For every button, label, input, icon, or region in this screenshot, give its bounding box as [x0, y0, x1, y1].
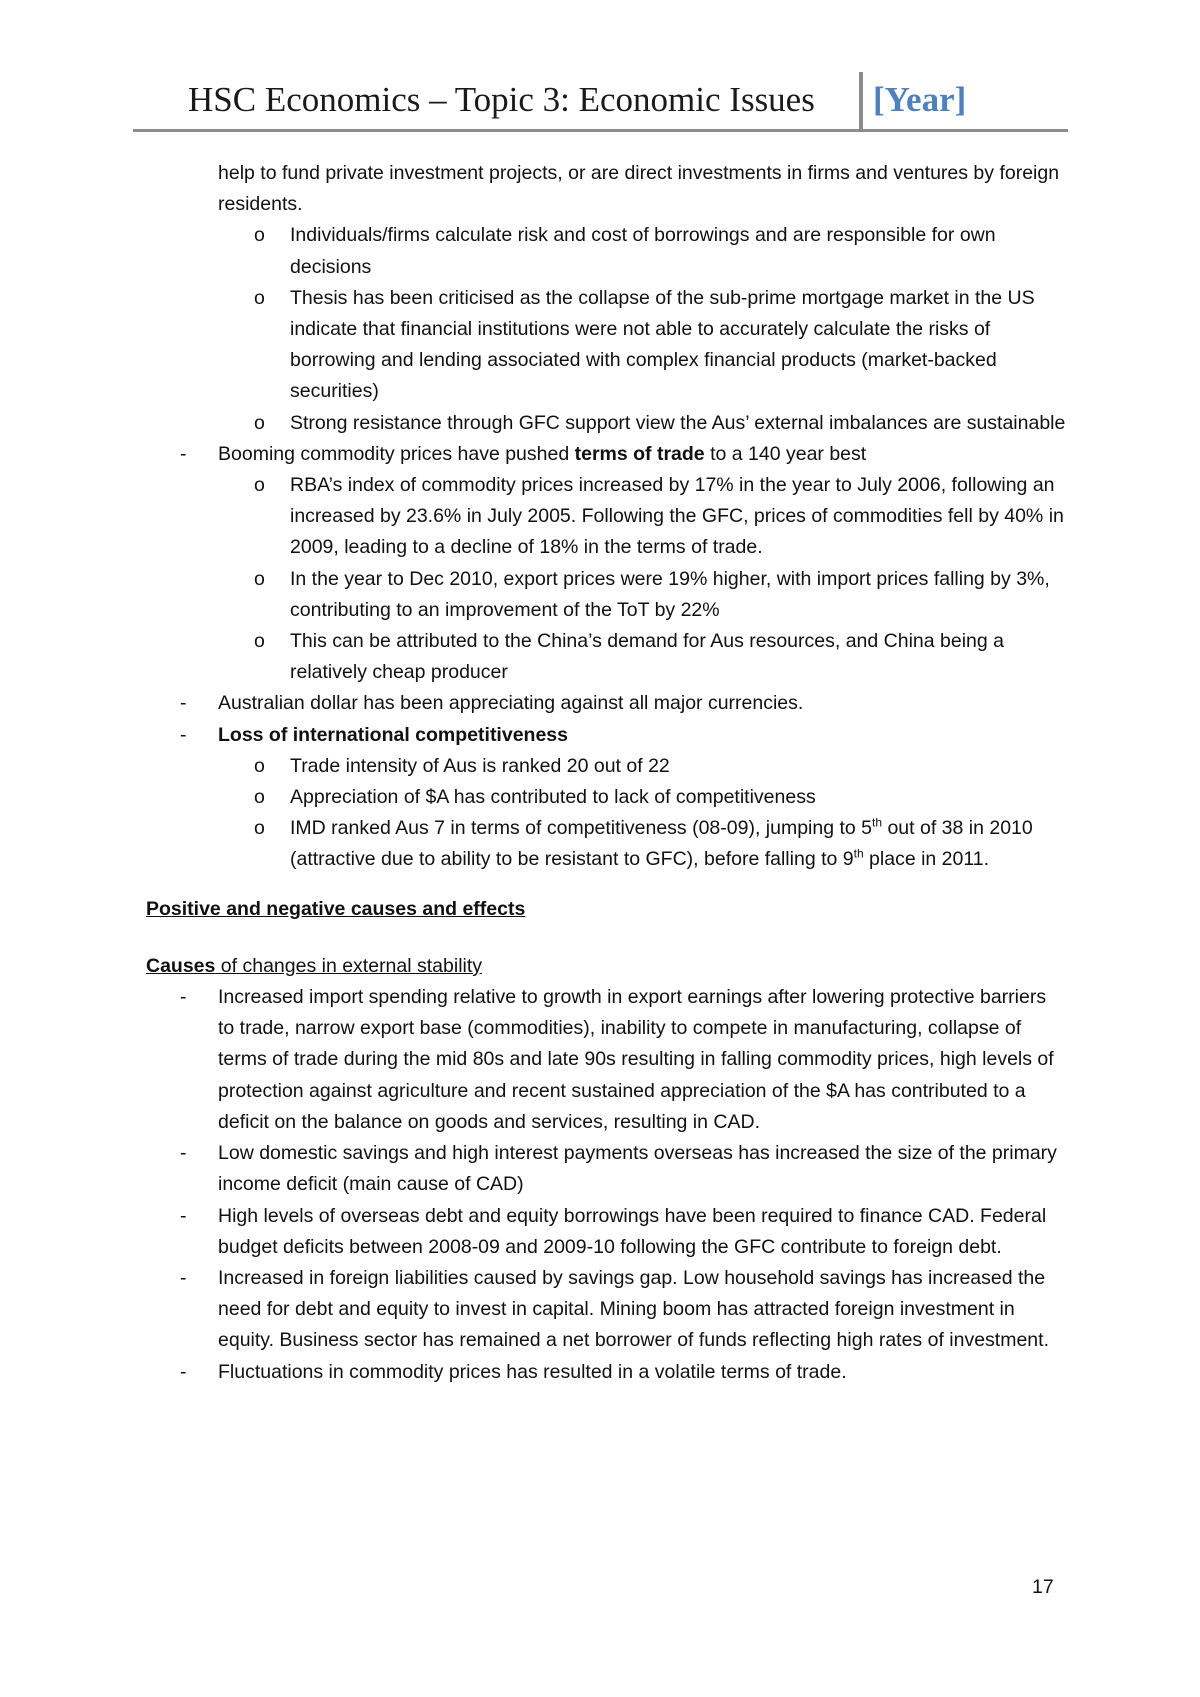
list-item-text: Individuals/firms calculate risk and cost of borrowings and are responsible for own decisions — [290, 224, 996, 278]
list-item-text: Trade intensity of Aus is ranked 20 out of 22 — [290, 754, 670, 777]
spacer — [146, 925, 1066, 951]
list-item-text: High levels of overseas debt and equity borrowings have been required to finance CAD. Federal budget deficits between 2008-09 and 2009-10 following the GFC contribute to foreign debt. — [218, 1204, 1047, 1258]
list-item — [146, 626, 1066, 688]
circle-bullet: o — [254, 754, 265, 777]
list-item-text: Low domestic savings and high interest payments overseas has increased the size of the primary income deficit (main cause of CAD) — [218, 1142, 1057, 1196]
tot-text-post: to a 140 year best — [704, 442, 867, 465]
circle-bullet: o — [254, 630, 265, 653]
page-number: 17 — [1032, 1576, 1054, 1598]
dash-bullet: - — [180, 723, 187, 746]
circle-bullet: o — [254, 817, 265, 840]
header-year: [Year] — [873, 80, 967, 119]
dash-bullet: - — [180, 1266, 187, 1289]
list-item — [146, 439, 1066, 470]
imd-text-b: out of 38 in 2010 (attractive due to ability to be resistant to GFC), before falling to 9 — [290, 817, 1033, 871]
document-body — [146, 158, 1066, 1388]
spacer — [146, 876, 1066, 894]
list-item — [146, 751, 1066, 782]
header-separator — [859, 72, 863, 130]
list-item — [146, 564, 1066, 626]
page-header — [133, 72, 1068, 132]
list-item-text: Increased in foreign liabilities caused by savings gap. Low household savings has increased the need for debt and equity to invest in capital. Mining boom has attracted foreign investment in equity. Business sector has remained a net borrower of funds reflecting high rates of investment. — [218, 1266, 1049, 1352]
list-item-text: Fluctuations in commodity prices has resulted in a volatile terms of trade. — [218, 1360, 847, 1383]
list-item — [146, 470, 1066, 564]
list-item — [146, 720, 1066, 751]
circle-bullet: o — [254, 286, 265, 309]
list-item — [146, 688, 1066, 719]
list-item-text: In the year to Dec 2010, export prices were 19% higher, with import prices falling by 3%, contributing to an improvement of the ToT by 22% — [290, 567, 1050, 621]
dash-bullet: - — [180, 442, 187, 465]
list-item — [146, 1357, 1066, 1388]
circle-bullet: o — [254, 411, 265, 434]
causes-heading-rest: of changes in external stability — [215, 954, 483, 977]
causes-heading — [146, 951, 1066, 982]
dash-bullet: - — [180, 692, 187, 715]
dash-bullet: - — [180, 1360, 187, 1383]
imd-text-a: IMD ranked Aus 7 in terms of competitiveness (08-09), jumping to 5 — [290, 817, 873, 840]
list-item — [146, 1201, 1066, 1263]
tot-text-bold: terms of trade — [574, 442, 705, 465]
list-item — [146, 1263, 1066, 1357]
list-item — [146, 782, 1066, 813]
circle-bullet: o — [254, 224, 265, 247]
list-item — [146, 1138, 1066, 1200]
superscript: th — [853, 846, 864, 861]
list-item — [146, 982, 1066, 1138]
document-title: HSC Economics – Topic 3: Economic Issues — [188, 80, 815, 119]
list-item-text: Australian dollar has been appreciating against all major currencies. — [218, 692, 804, 715]
header-rule — [133, 129, 1068, 132]
list-item-text: Increased import spending relative to growth in export earnings after lowering protective barriers to trade, narrow export base (commodities), inability to compete in manufacturing, collapse of terms of trade during the mid 80s and late 90s resulting in falling commodity prices, high levels of protection against agriculture and recent sustained appreciation of the $A has contributed to a deficit on the balance on goods and services, resulting in CAD. — [218, 986, 1054, 1133]
list-item-text: Strong resistance through GFC support view the Aus’ external imbalances are sustainable — [290, 411, 1066, 434]
list-item — [146, 220, 1066, 282]
list-item-text: This can be attributed to the China’s demand for Aus resources, and China being a relatively cheap producer — [290, 630, 1004, 684]
list-item — [146, 813, 1066, 875]
dash-bullet: - — [180, 986, 187, 1009]
circle-bullet: o — [254, 474, 265, 497]
list-item-text: Thesis has been criticised as the collapse of the sub-prime mortgage market in the US indicate that financial institutions were not able to accurately calculate the risks of borrowing and lending associated with complex financial products (market-backed securities) — [290, 286, 1035, 403]
list-item-text: Loss of international competitiveness — [218, 723, 568, 746]
list-item — [146, 283, 1066, 408]
imd-text-c: place in 2011. — [863, 848, 990, 871]
section-heading: Positive and negative causes and effects — [146, 897, 526, 920]
superscript: th — [872, 815, 883, 830]
list-item — [146, 408, 1066, 439]
causes-heading-bold: Causes — [146, 954, 216, 977]
tot-text-pre: Booming commodity prices have pushed — [218, 442, 575, 465]
circle-bullet: o — [254, 786, 265, 809]
dash-bullet: - — [180, 1142, 187, 1165]
list-item-text: Appreciation of $A has contributed to lack of competitiveness — [290, 786, 816, 809]
intro-paragraph: help to fund private investment projects, or are direct investments in firms and ventures by foreign residents. — [218, 162, 1060, 216]
list-item-text: RBA’s index of commodity prices increased by 17% in the year to July 2006, following an increased by 23.6% in July 2005. Following the GFC, prices of commodities fell by 40% in 2009, leading to a decline of 18% in the terms of trade. — [290, 474, 1064, 559]
circle-bullet: o — [254, 567, 265, 590]
dash-bullet: - — [180, 1204, 187, 1227]
